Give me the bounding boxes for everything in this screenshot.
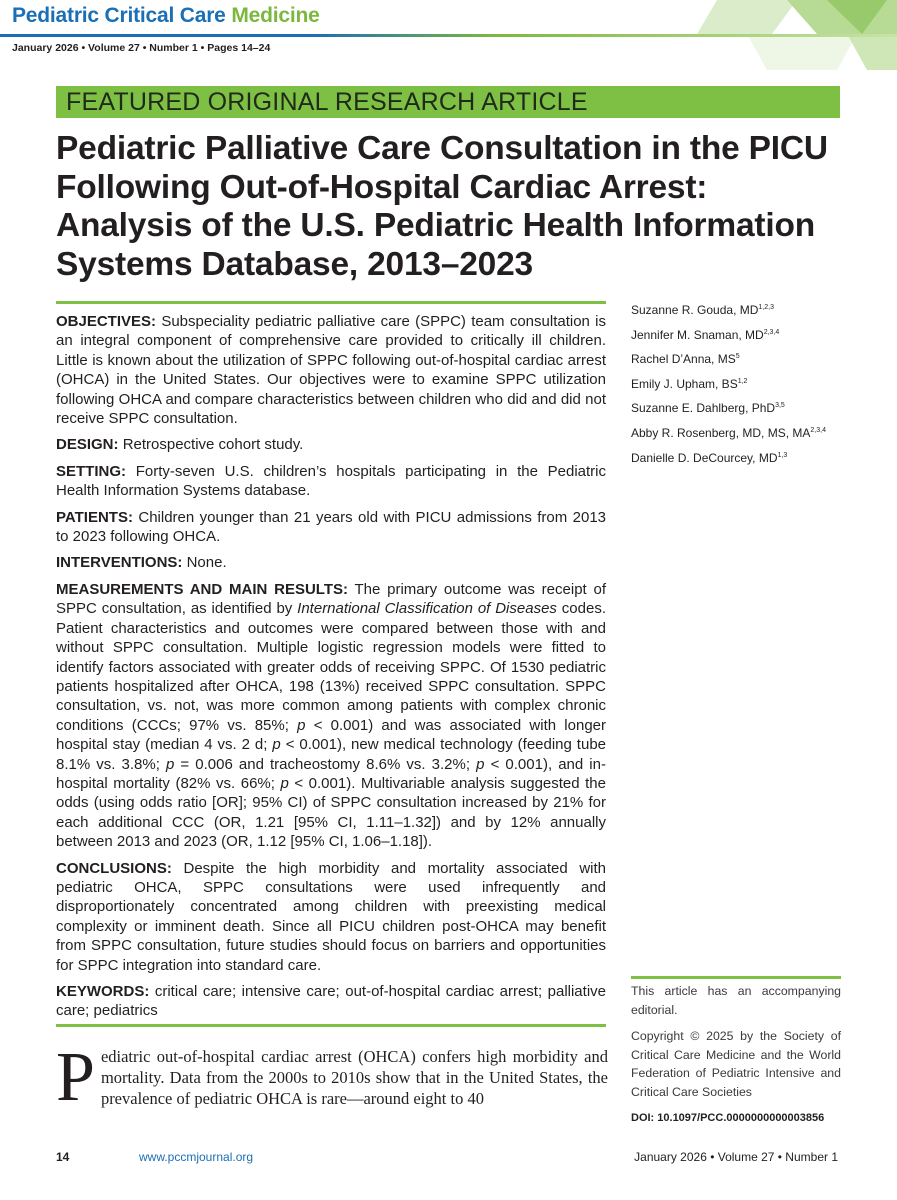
- design-text: Retrospective cohort study.: [122, 436, 304, 454]
- author-item: Jennifer M. Snaman, MD$^{2,3,4}$: [631, 327, 780, 342]
- issue-line: January 2026 • Volume 27 • Number 1 • Pages 14–24: [12, 42, 271, 54]
- sidenote-rule: [631, 976, 841, 979]
- measurements-text-7: < 0.001). Multivariable analysis suggested the odds (using odds ratio [OR]; 95% CI) of SPPC consultation increased by 21% for each additional CCC (OR, 1.21 [95% CI, 1.11–1.32]) and by 12% annually between 2013 and 2023 (OR, 1.12 [95% CI, 1.06–1.18]).: [56, 774, 606, 851]
- design-heading: DESIGN:: [56, 436, 119, 454]
- abstract-keywords: [56, 982, 606, 1021]
- author-item: Abby R. Rosenberg, MD, MS, MA$^{2,3,4}$: [631, 425, 826, 440]
- measurements-text-1: The primary outcome was receipt of SPPC consultation, as identified by: [56, 580, 606, 618]
- conclusions-heading: CONCLUSIONS:: [56, 859, 172, 877]
- doi-link[interactable]: DOI: 10.1097/PCC.0000000000003856: [631, 1112, 825, 1124]
- drop-cap: P: [56, 1039, 95, 1116]
- measurements-text-6: < 0.001), and in-hospital mortality (82% vs. 66%;: [56, 755, 606, 792]
- objectives-heading: OBJECTIVES:: [56, 313, 157, 330]
- measurements-heading: MEASUREMENTS AND MAIN RESULTS:: [56, 580, 348, 598]
- editorial-note: This article has an accompanying editorial.: [631, 984, 841, 1017]
- author-item: Suzanne R. Gouda, MD$^{1,2,3}$: [631, 303, 774, 317]
- author-item: Rachel D’Anna, $MS^5$: [631, 352, 740, 367]
- abstract-design: [56, 435, 606, 454]
- p-symbol: p: [165, 755, 175, 773]
- icd-italic: International Classification of Diseases: [297, 600, 557, 618]
- interventions-text: None.: [186, 554, 227, 572]
- journal-url-link[interactable]: www.pccmjournal.org: [139, 1150, 254, 1164]
- patients-heading: PATIENTS:: [56, 508, 133, 526]
- article-type-label: FEATURED ORIGINAL RESEARCH ARTICLE: [66, 88, 588, 116]
- article-title: Pediatric Palliative Care Consultation in the PICU Following Out-of-Hospital Cardiac Arrest: Analysis of the U.S. Pediatric Health Information Systems Database, 2013–2023: [56, 130, 828, 283]
- abstract-setting: [56, 462, 606, 501]
- abstract-objectives: [56, 312, 606, 428]
- author-item: Danielle D. DeCourcey, MD$^{1,3}$: [631, 450, 788, 465]
- conclusions-text: Despite the high morbidity and mortality associated with pediatric OHCA, SPPC consultations were used infrequently and disproportionately concentrated among children with preexisting medical complexity or imminent death. Since all PICU children post-OHCA may benefit from SPPC consultation, future studies should focus on barriers and opportunities for SPPC integration into standard care.: [56, 859, 607, 974]
- measurements-text-3: < 0.001) and was associated with longer hospital stay (median 4 vs. 2 d;: [56, 716, 606, 754]
- interventions-heading: INTERVENTIONS:: [56, 554, 183, 572]
- journal-name-part1: Pediatric Critical Care: [12, 4, 226, 27]
- abstract-bottom-rule: [56, 1024, 606, 1027]
- measurements-text-5: = 0.006 and tracheostomy 8.6% vs. 3.2%;: [180, 755, 471, 773]
- journal-masthead: [12, 4, 320, 28]
- patients-text: Children younger than 21 years old with PICU admissions from 2013 to 2023 following OHCA.: [56, 508, 607, 546]
- masthead-rule: [0, 34, 897, 37]
- p-symbol: p: [272, 736, 281, 754]
- journal-name-part2: Medicine: [231, 4, 320, 27]
- abstract-patients: [56, 508, 606, 547]
- copyright-note: Copyright © 2025 by the Society of Critical Care Medicine and the World Federation of Pediatric Intensive and Critical Care Societies: [631, 1029, 841, 1099]
- measurements-text-2: codes. Patient characteristics and outcomes were compared between those with and without SPPC consultation. Multiple logistic regression models were fitted to identify factors associated with greater odds of receiving SPPC. Of 1530 pediatric patients hospitalized after OHCA, 198 (13%) received SPPC consultation. SPPC consultation, vs. not, was more common among patients with complex chronic conditions (CCCs; 97% vs. 85%;: [56, 600, 606, 734]
- abstract-conclusions: [56, 859, 606, 975]
- p-symbol: p: [297, 716, 306, 734]
- page-number: 14: [56, 1150, 70, 1164]
- article-type-banner: [56, 86, 840, 118]
- setting-heading: SETTING:: [56, 462, 126, 480]
- abstract-measurements: [56, 580, 606, 852]
- measurements-text-4: < 0.001), new medical technology (feeding tube 8.1% vs. 3.8%;: [56, 736, 606, 773]
- setting-text: Forty-seven U.S. children’s hospitals participating in the Pediatric Health Information Systems database.: [56, 462, 606, 500]
- keywords-text: critical care; intensive care; out-of-hospital cardiac arrest; palliative care; pediatrics: [56, 983, 606, 1020]
- p-symbol: p: [280, 774, 289, 792]
- p-symbol: p: [476, 755, 485, 773]
- objectives-text: Subspeciality pediatric palliative care (SPPC) team consultation is an integral component of comprehensive care provided to critically ill children. Little is known about the utilization of SPPC following out-of-hospital cardiac arrest (OHCA) in the United States. Our objectives were to examine SPPC utilization following OHCA and compare characteristics between children who did and did not receive SPPC consultation.: [56, 313, 607, 428]
- abstract-top-rule: [56, 301, 606, 304]
- footer-issue: January 2026 • Volume 27 • Number 1: [634, 1150, 838, 1164]
- keywords-heading: KEYWORDS:: [56, 983, 150, 1000]
- author-item: Suzanne E. Dahlberg, PhD$^{3,5}$: [631, 401, 785, 416]
- author-item: Emily J. Upham, BS$^{1,2}$: [631, 376, 748, 391]
- abstract-interventions: [56, 553, 606, 572]
- article-body: [56, 1039, 608, 1116]
- abstract: [56, 312, 606, 1028]
- author-list: [631, 298, 861, 470]
- side-notes: [631, 982, 841, 1136]
- body-paragraph: ediatric out-of-hospital cardiac arrest (OHCA) confers high morbidity and mortality. Data from the 2000s to 2010s show that in the United States, the prevalence of pediatric OHCA is rare—around eight to 40: [100, 1047, 608, 1108]
